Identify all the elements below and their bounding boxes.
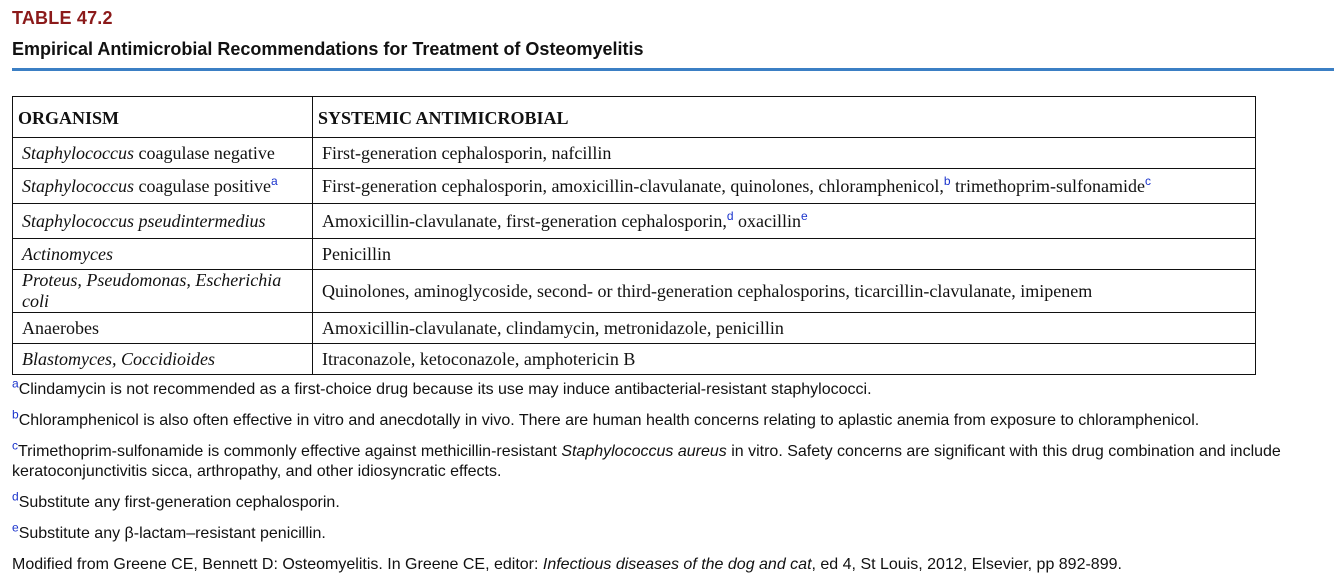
table-row [13, 204, 1256, 239]
footnote-mark: a [12, 376, 19, 391]
title-divider [12, 68, 1334, 71]
table-row [13, 344, 1256, 375]
footnote-mark: c [12, 438, 18, 453]
footnote-c: $^c$Trimethoprim-sulfonamide is commonly effective against methicillin-resistant Staphylococcus aureus in vitro. Safety concerns are significant with this drug combination and include keratoconjunctivitis sicca, arthropathy, and other idiosyncratic effects. [12, 438, 1281, 480]
footnote-mark: b [12, 407, 19, 422]
organism-cell: Actinomyces [13, 239, 313, 270]
table-row [13, 138, 1256, 169]
source-citation: Modified from Greene CE, Bennett D: Osteomyelitis. In Greene CE, editor: Infectious diseases of the dog and cat, ed 4, St Louis, 2012, Elsevier, pp 892-899. [12, 556, 1122, 573]
antimicrobial-cell: Amoxicillin-clavulanate, clindamycin, metronidazole, penicillin [313, 313, 1256, 344]
antimicrobial-cell: First-generation cephalosporin, amoxicillin-clavulanate, quinolones, chloramphenicol,$^b$ trimethoprim-sulfonamide$^c$ [313, 169, 1256, 204]
column-header-antimicrobial: SYSTEMIC ANTIMICROBIAL [313, 97, 1256, 138]
footnote-mark: e [12, 520, 19, 535]
antimicrobial-table [12, 96, 1256, 375]
antimicrobial-cell: Amoxicillin-clavulanate, first-generation cephalosporin,$^d$ oxacillin$^e$ [313, 204, 1256, 239]
antimicrobial-cell: Penicillin [313, 239, 1256, 270]
footnote-e: $^e$Substitute any β-lactam–resistant penicillin. [12, 520, 326, 542]
organism-cell: Blastomyces, Coccidioides [13, 344, 313, 375]
antimicrobial-cell: Quinolones, aminoglycoside, second- or third-generation cephalosporins, ticarcillin-clavulanate, imipenem [313, 270, 1256, 313]
footnote-ref-c[interactable]: c [1144, 173, 1151, 188]
table-footnotes [12, 376, 1322, 586]
table-row [13, 169, 1256, 204]
organism-cell: Anaerobes [13, 313, 313, 344]
footnote-b: $^b$Chloramphenicol is also often effective in vitro and anecdotally in vivo. There are human health concerns relating to aplastic anemia from exposure to chloramphenicol. [12, 407, 1200, 429]
footnote-ref-e[interactable]: e [801, 208, 808, 223]
footnote-ref-b[interactable]: b [943, 173, 951, 188]
antimicrobial-cell: Itraconazole, ketoconazole, amphotericin B [313, 344, 1256, 375]
table-number: TABLE 47.2 [12, 8, 113, 28]
footnote-ref-a[interactable]: a [270, 173, 278, 188]
table-header-row [13, 97, 1256, 138]
footnote-mark: d [12, 489, 19, 504]
table-title: Empirical Antimicrobial Recommendations for Treatment of Osteomyelitis [12, 39, 644, 59]
organism-cell: Proteus, Pseudomonas, Escherichia coli [13, 270, 313, 313]
footnote-d: $^d$Substitute any first-generation cephalosporin. [12, 489, 340, 511]
footnote-a: $^a$Clindamycin is not recommended as a first-choice drug because its use may induce antibacterial-resistant staphylococci. [12, 376, 872, 398]
column-header-organism: ORGANISM [13, 97, 313, 138]
table-row [13, 239, 1256, 270]
organism-cell: Staphylococcus coagulase positive$^a$ [13, 169, 313, 204]
organism-cell: Staphylococcus pseudintermedius [13, 204, 313, 239]
footnote-ref-d[interactable]: d [726, 208, 734, 223]
table-row [13, 313, 1256, 344]
antimicrobial-cell: First-generation cephalosporin, nafcillin [313, 138, 1256, 169]
table-row [13, 270, 1256, 313]
organism-cell: Staphylococcus coagulase negative [13, 138, 313, 169]
